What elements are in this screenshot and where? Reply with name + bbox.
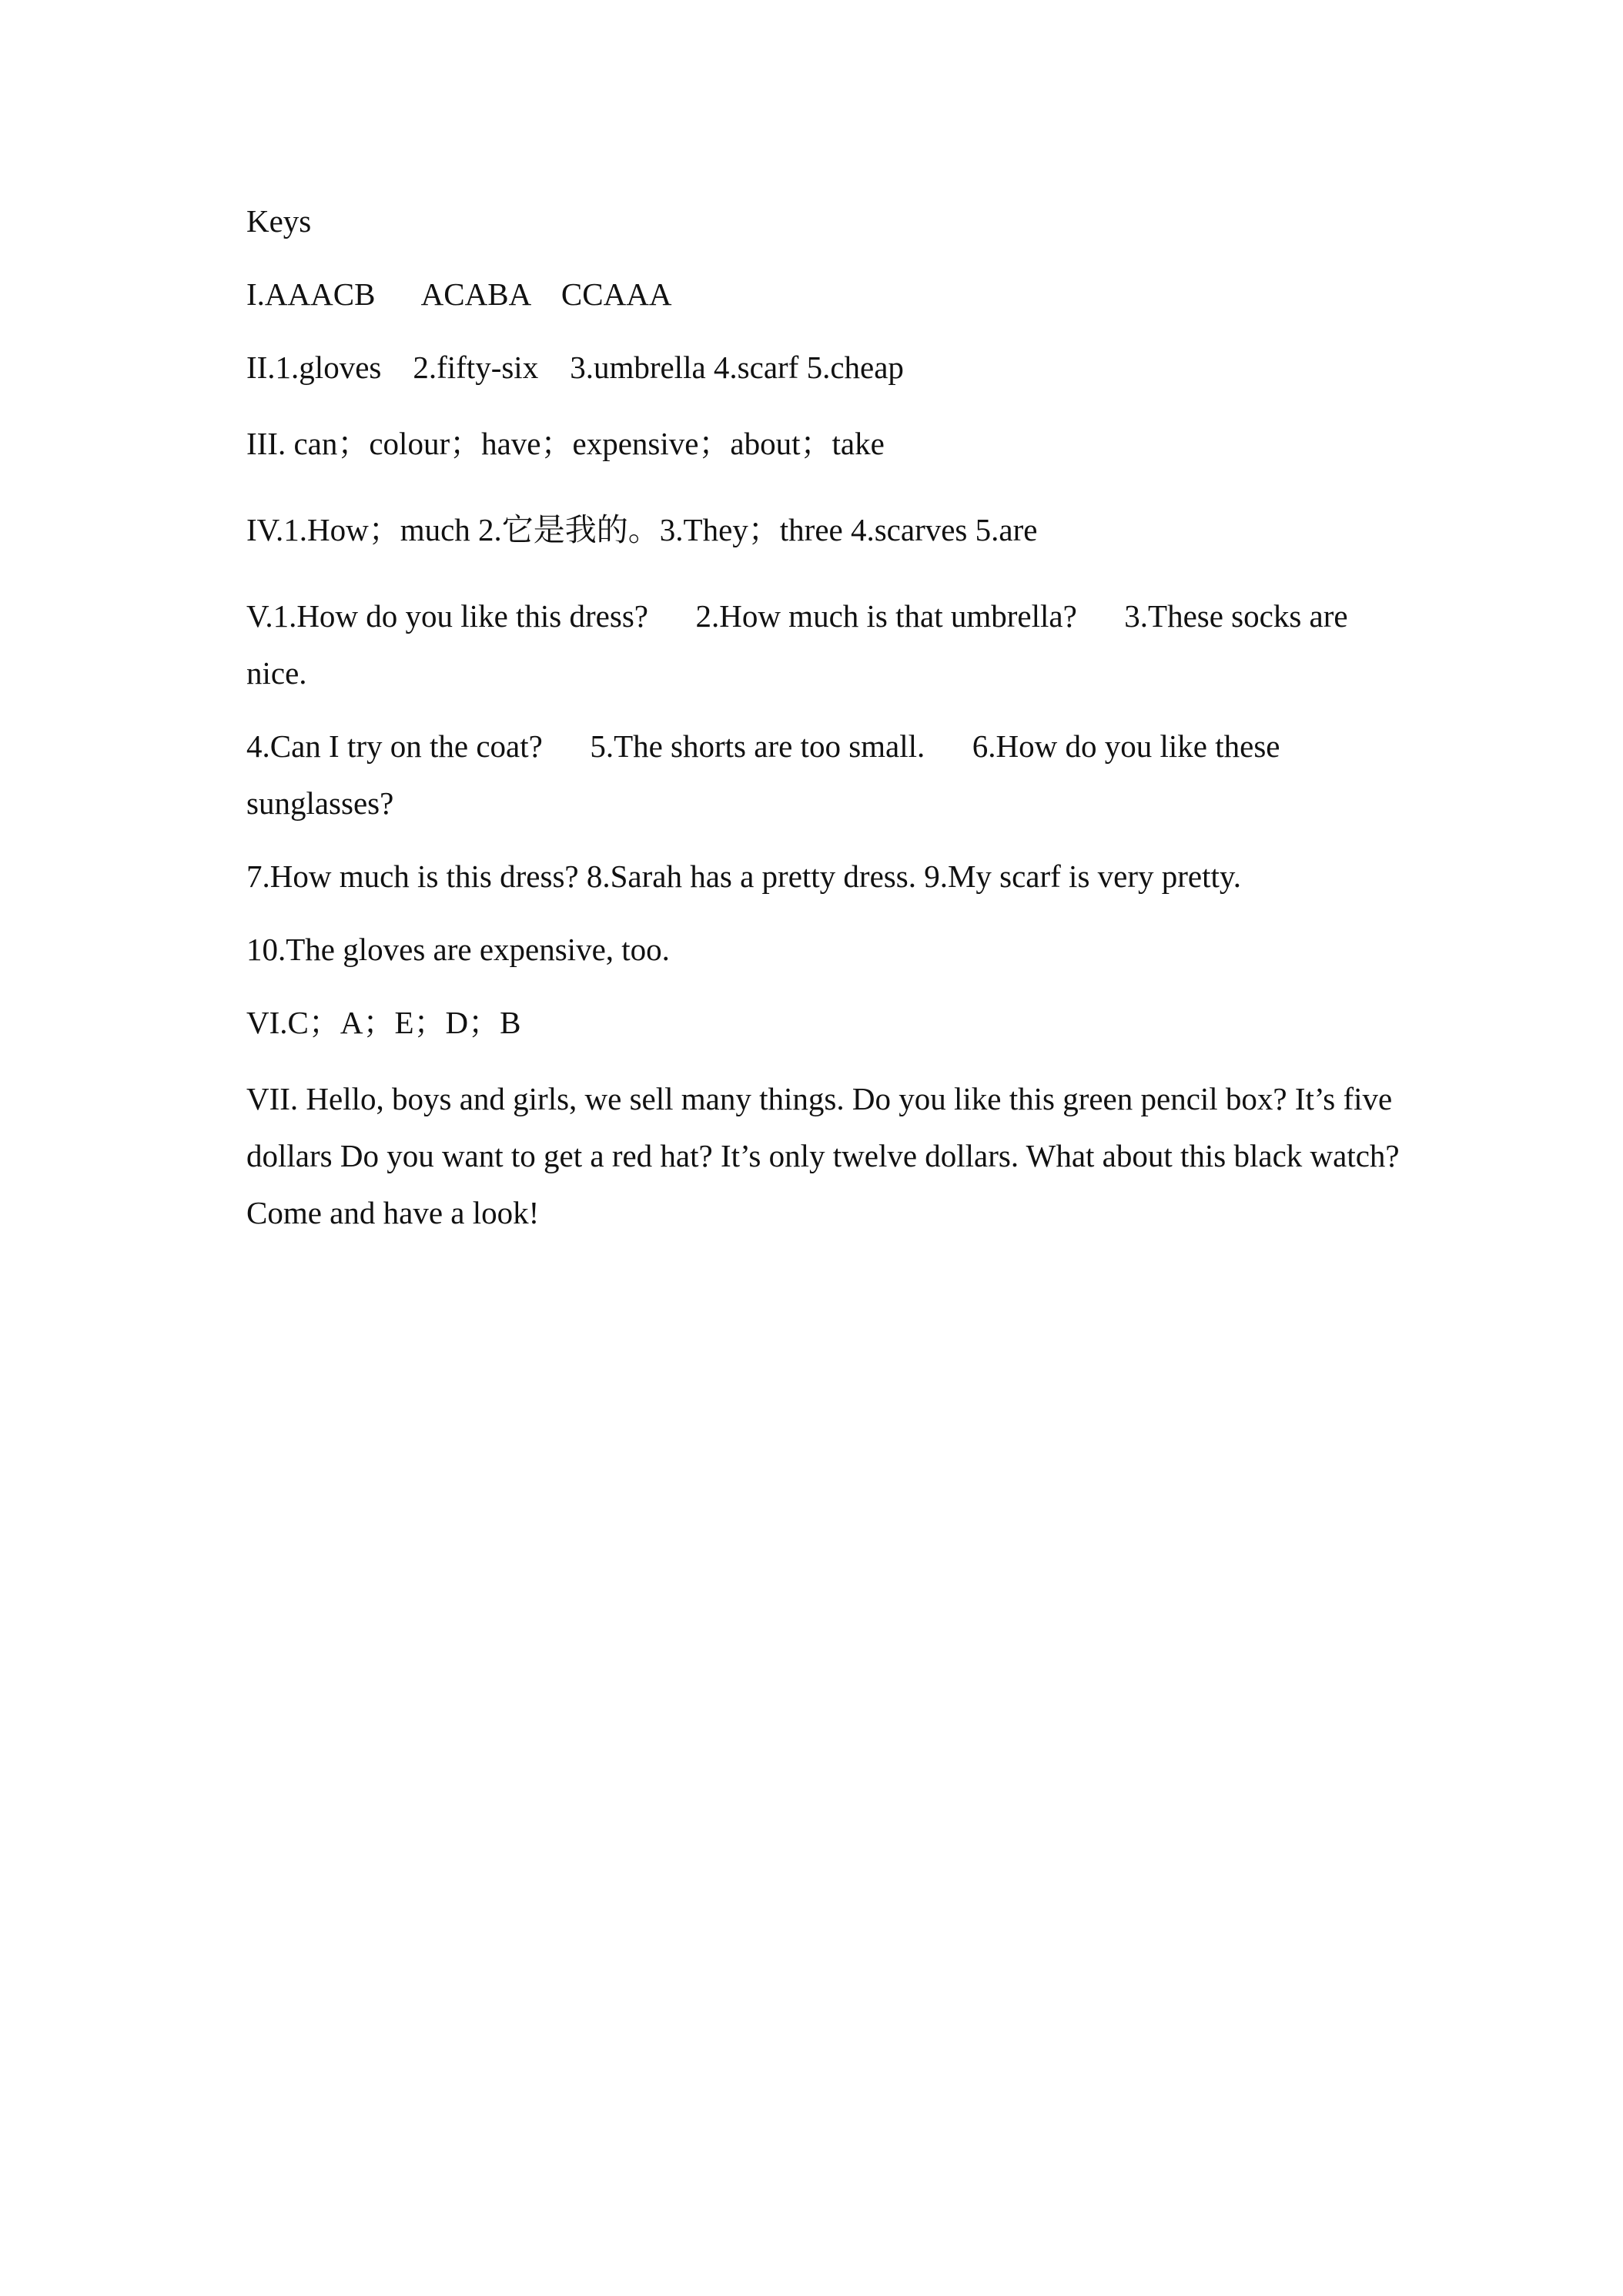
answer-line-section-5-part-4: 10.The gloves are expensive, too. [246, 932, 670, 967]
answer-line-section-5-part-1: V.1.How do you like this dress? 2.How much is that umbrella? 3.These socks are nice. [246, 598, 1356, 691]
answer-line-section-2: II.1.gloves 2.fifty-six 3.umbrella 4.scarf 5.cheap [246, 350, 904, 385]
answer-line-section-5-part-3: 7.How much is this dress? 8.Sarah has a pretty dress. 9.My scarf is very pretty. [246, 858, 1241, 894]
answer-key-content [246, 192, 1407, 1241]
answer-line-section-3: III. can；colour；have；expensive；about；take [246, 426, 885, 461]
answer-line-section-4: IV.1.How；much 2.它是我的。3.They；three 4.scarves 5.are [246, 512, 1038, 547]
document-title: Keys [246, 203, 312, 239]
answer-line-section-1: I.AAACB ACABA CCAAA [246, 276, 672, 312]
answer-line-section-7: VII. Hello, boys and girls, we sell many things. Do you like this green pencil box? It’s five dollars Do you want to get a red hat? It’s only twelve dollars. What about this black watch? Come and have a look! [246, 1081, 1407, 1230]
answer-line-section-6: VI.C；A；E；D；B [246, 1005, 521, 1040]
answer-line-section-5-part-2: 4.Can I try on the coat? 5.The shorts are too small. 6.How do you like these sunglasses? [246, 728, 1288, 821]
